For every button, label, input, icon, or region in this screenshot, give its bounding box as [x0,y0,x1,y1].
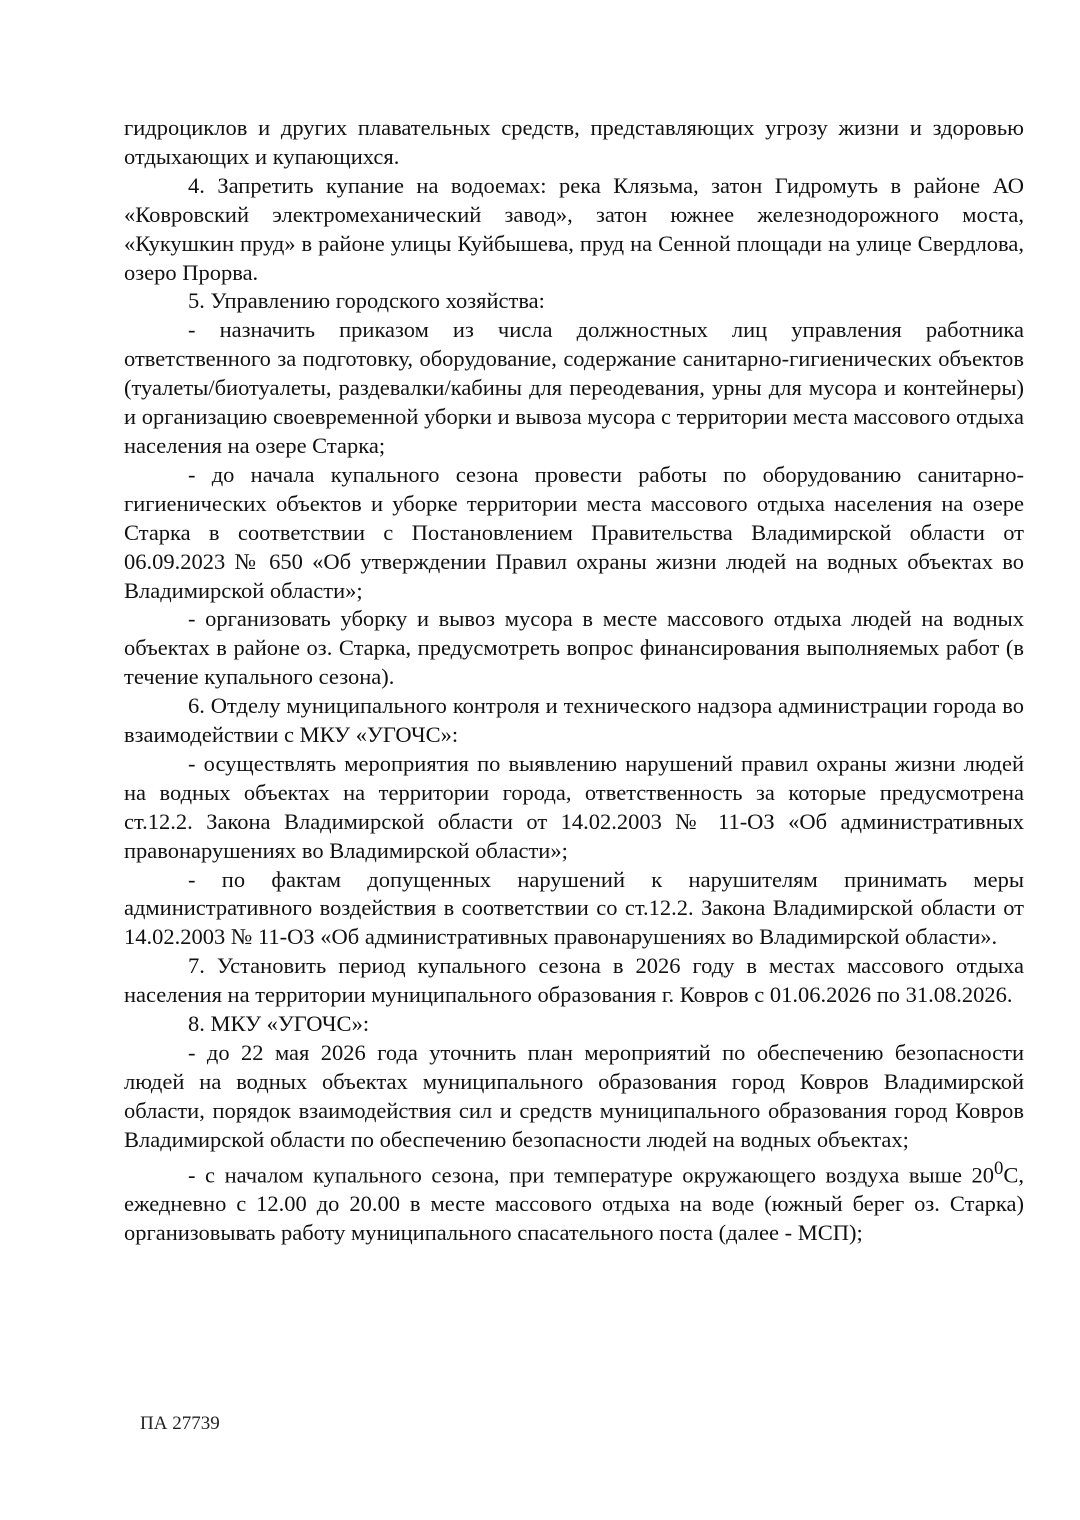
footer-document-code: ПА 27739 [140,1413,220,1434]
paragraph-item-5-sub-1: - назначить приказом из числа должностных лиц управления работника ответственного за подготовку, оборудование, содержание санитарно-гигиенических объектов (туалеты/биотуалеты, раздевалки/кабины для переодевания, урны для мусора и контейнеры) и организацию своевременной уборки и вывоза мусора с территории места массового отдыха населения на озере Старка; [124,317,1024,458]
paragraph-item-6-sub-2: - по фактам допущенных нарушений к нарушителям принимать меры административного воздействия в соответствии со ст.12.2. Закона Владимирской области от 14.02.2003 № 11-ОЗ «Об административных правонарушениях во Владимирской области». [124,866,1024,950]
paragraph-continuation: гидроциклов и других плавательных средств, представляющих угрозу жизни и здоровью отдыхающих и купающихся. [124,115,1024,169]
paragraph-item-5-sub-3: - организовать уборку и вывоз мусора в месте массового отдыха людей на водных объектах в районе оз. Старка, предусмотреть вопрос финансирования выполняемых работ (в течение купального сезона). [124,606,1024,690]
paragraph-item-8-sub-1: - до 22 мая 2026 года уточнить план мероприятий по обеспечению безопасности людей на водных объектах муниципального образования город Ковров Владимирской области, порядок взаимодействия сил и средств муниципального образования город Ковров Владимирской области по обеспечению безопасности людей на водных объектах; [124,1040,1024,1152]
paragraph-item-5-sub-2: - до начала купального сезона провести работы по оборудованию санитарно-гигиенических объектов и уборке территории места массового отдыха населения на озере Старка в соответствии с Постановлением Правительства Владимирской области от 06.09.2023 № 650 «Об утверждении Правил охраны жизни людей на водных объектах во Владимирской области»; [124,461,1024,603]
degree-superscript: 0 [993,1157,1004,1179]
paragraph-item-6-sub-1: - осуществлять мероприятия по выявлению нарушений правил охраны жизни людей на водных объектах на территории города, ответственность за которые предусмотрена ст.12.2. Закона Владимирской области от 14.02.2003 № 11-ОЗ «Об административных правонарушениях во Владимирской области»; [124,750,1024,863]
paragraph-item-8: 8. МКУ «УГОЧС»: [188,1011,370,1037]
paragraph-item-7: 7. Установить период купального сезона в 2026 году в местах массового отдыха населения на территории муниципального образования г. Ковров с 01.06.2026 по 31.08.2026. [124,953,1024,1008]
paragraph-text-after-superscript: С, ежедневно с 12.00 до 20.00 в месте массового отдыха на воде (южный берег оз. Старка) организовывать работу муниципального спасательного поста (далее - МСП); [124,1162,1024,1245]
paragraph-item-6: 6. Отделу муниципального контроля и технического надзора администрации города во взаимодействии с МКУ «УГОЧС»: [124,693,1024,748]
paragraph-text-before-superscript: - с началом купального сезона, при температуре окружающего воздуха выше 20 [188,1162,994,1188]
paragraph-item-4: 4. Запретить купание на водоемах: река Клязьма, затон Гидромуть в районе АО «Ковровский электромеханический завод», затон южнее железнодорожного моста, «Кукушкин пруд» в районе улицы Куйбышева, пруд на Сенной площади на улице Свердлова, озеро Прорва. [124,172,1024,285]
paragraph-item-8-sub-2 [124,1155,1024,1248]
document-body [124,114,1024,1248]
paragraph-item-5: 5. Управлению городского хозяйства: [188,288,545,314]
